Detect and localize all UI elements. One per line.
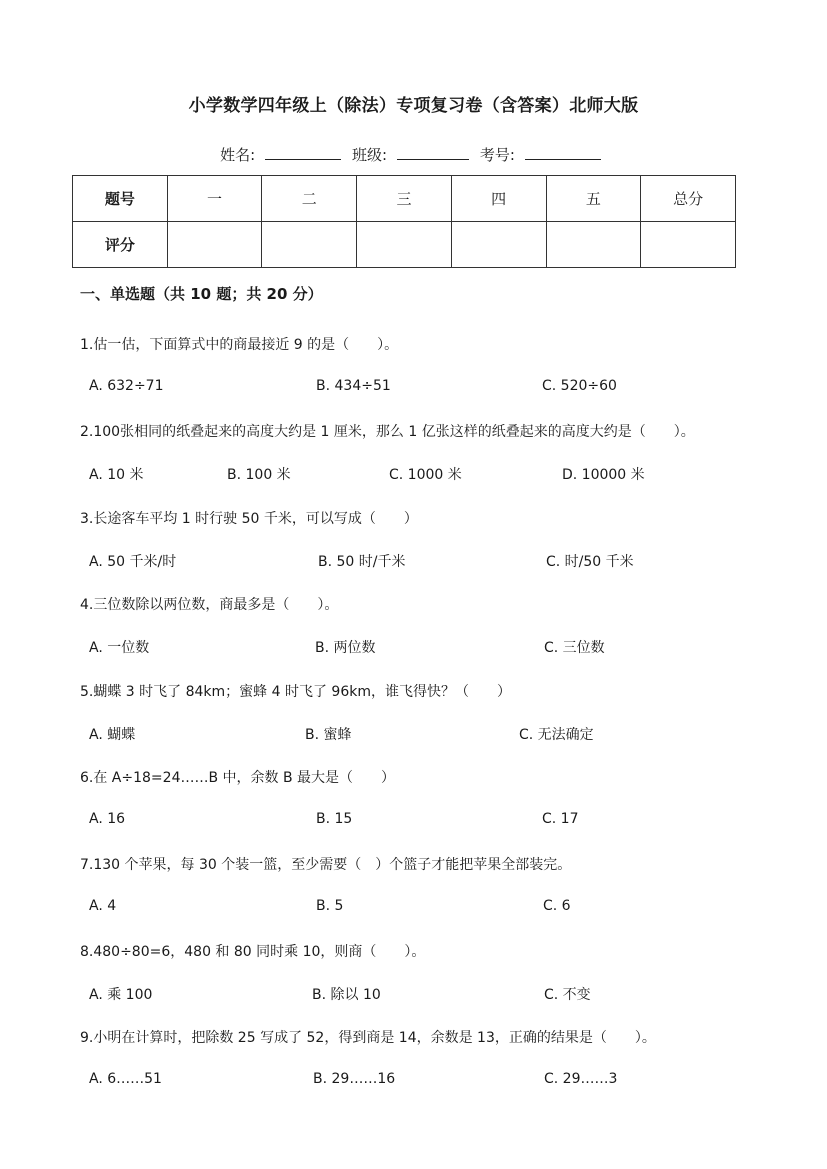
option-b: B. 434÷51	[316, 378, 391, 394]
option-b: B. 29……16	[313, 1071, 396, 1087]
option-c: C. 6	[543, 898, 571, 914]
option-c: C. 不变	[544, 987, 591, 1003]
score-cell[interactable]	[357, 222, 452, 268]
student-info	[0, 144, 827, 165]
option-d: D. 10000 米	[562, 467, 645, 483]
question-text: 7.130 个苹果，每 30 个装一篮，至少需要（ ）个篮子才能把苹果全部装完。	[80, 857, 572, 873]
score-header-cell: 题号	[73, 176, 168, 222]
name-blank[interactable]	[265, 145, 341, 160]
score-header-cell: 三	[357, 176, 452, 222]
option-a: A. 16	[89, 811, 126, 827]
score-row-label: 评分	[73, 222, 168, 268]
option-c: C. 17	[542, 811, 579, 827]
score-table-score-row	[73, 222, 736, 268]
option-b: B. 100 米	[227, 467, 291, 483]
option-c: C. 29……3	[544, 1071, 618, 1087]
question-text: 9.小明在计算时，把除数 25 写成了 52，得到商是 14，余数是 13，正确的结果是（ ）。	[80, 1030, 656, 1046]
name-label: 姓名:	[220, 146, 256, 164]
option-a: A. 10 米	[89, 467, 144, 483]
score-cell[interactable]	[641, 222, 736, 268]
option-b: B. 两位数	[315, 640, 376, 656]
score-cell[interactable]	[262, 222, 357, 268]
section-heading: 一、单选题（共 10 题；共 20 分）	[80, 285, 323, 303]
option-c: C. 1000 米	[389, 467, 462, 483]
score-table	[72, 175, 736, 268]
question-text: 5.蝴蝶 3 时飞了 84km；蜜蜂 4 时飞了 96km，谁飞得快？（ ）	[80, 684, 511, 700]
option-b: B. 5	[316, 898, 344, 914]
score-cell[interactable]	[451, 222, 546, 268]
option-c: C. 三位数	[544, 640, 605, 656]
option-b: B. 15	[316, 811, 353, 827]
option-a: A. 632÷71	[89, 378, 164, 394]
option-a: A. 乘 100	[89, 987, 153, 1003]
class-label: 班级:	[351, 146, 388, 164]
score-header-cell: 四	[451, 176, 546, 222]
question-text: 1.估一估，下面算式中的商最接近 9 的是（ ）。	[80, 337, 399, 353]
question-text: 6.在 A÷18=24……B 中，余数 B 最大是（ ）	[80, 770, 396, 786]
option-c: C. 无法确定	[519, 727, 594, 743]
score-header-cell: 一	[167, 176, 262, 222]
score-header-cell: 二	[262, 176, 357, 222]
exam-no-blank[interactable]	[525, 145, 601, 160]
option-a: A. 6……51	[89, 1071, 162, 1087]
option-a: A. 50 千米/时	[89, 554, 177, 570]
page-title: 小学数学四年级上（除法）专项复习卷（含答案）北师大版	[188, 96, 639, 116]
option-a: A. 4	[89, 898, 117, 914]
score-header-cell: 总分	[641, 176, 736, 222]
class-blank[interactable]	[397, 145, 469, 160]
score-cell[interactable]	[167, 222, 262, 268]
exam-no-label: 考号:	[479, 146, 515, 164]
score-header-cell: 五	[546, 176, 641, 222]
question-text: 8.480÷80=6，480 和 80 同时乘 10，则商（ ）。	[80, 944, 426, 960]
option-a: A. 一位数	[89, 640, 150, 656]
question-text: 2.100张相同的纸叠起来的高度大约是 1 厘米，那么 1 亿张这样的纸叠起来的高度大约是（ ）。	[80, 424, 695, 440]
score-cell[interactable]	[546, 222, 641, 268]
option-c: C. 时/50 千米	[546, 554, 634, 570]
score-table-header-row	[73, 176, 736, 222]
question-text: 4.三位数除以两位数，商最多是（ ）。	[80, 597, 339, 613]
option-b: B. 蜜蜂	[305, 727, 352, 743]
option-b: B. 除以 10	[312, 987, 381, 1003]
question-text: 3.长途客车平均 1 时行驶 50 千米，可以写成（ ）	[80, 511, 418, 527]
option-c: C. 520÷60	[542, 378, 617, 394]
option-a: A. 蝴蝶	[89, 727, 136, 743]
option-b: B. 50 时/千米	[318, 554, 406, 570]
